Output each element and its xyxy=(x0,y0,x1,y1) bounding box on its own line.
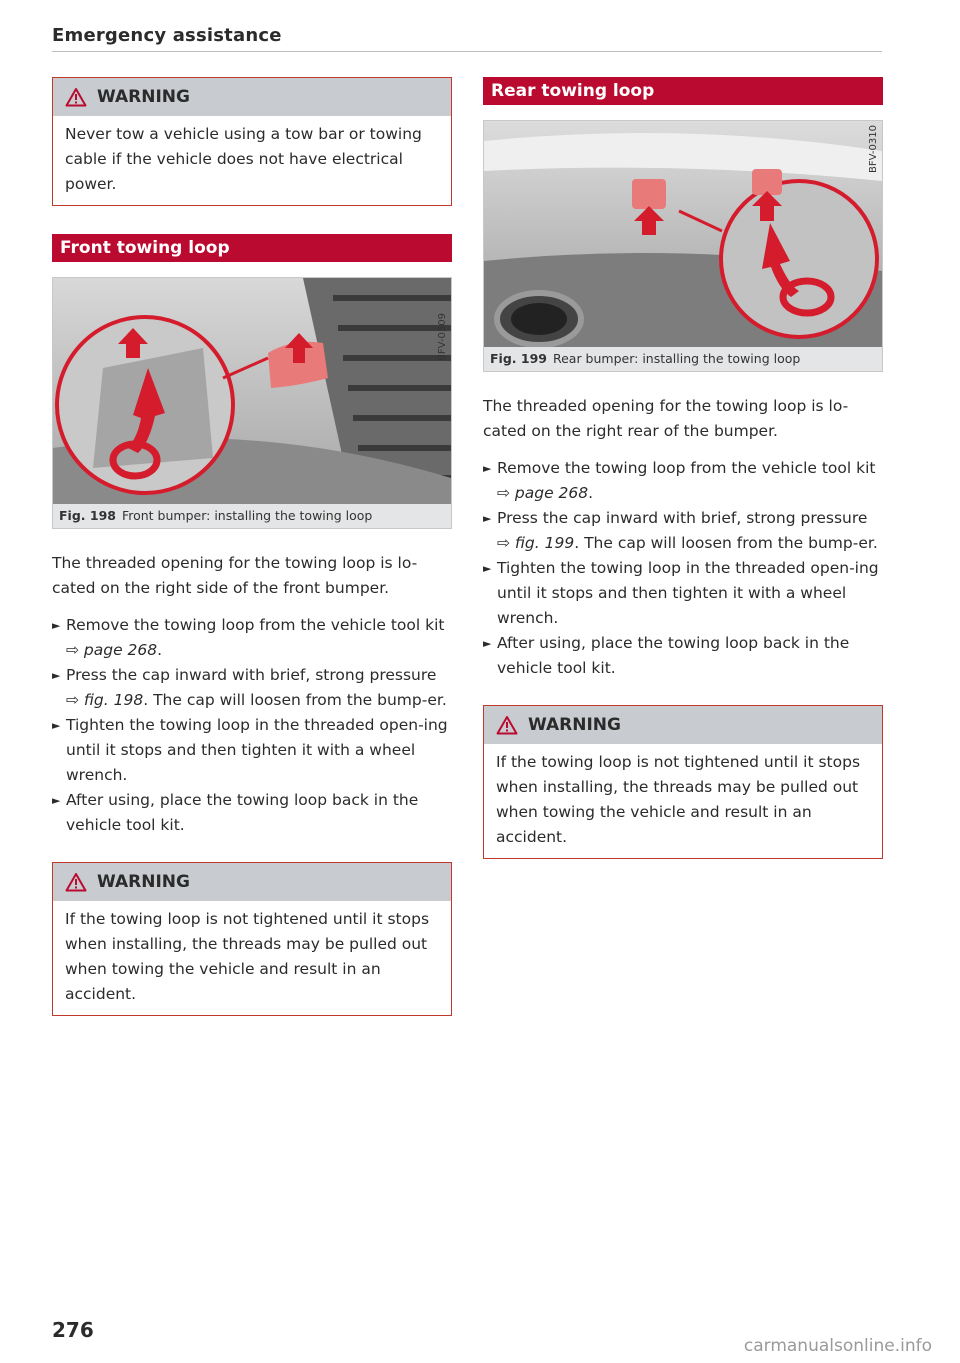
step-list xyxy=(483,456,883,681)
warning-box xyxy=(52,77,452,206)
warning-text: If the towing loop is not tightened until it stops when installing, the threads may be pulled out when towing the vehicle and result in an accident. xyxy=(496,753,861,846)
bullet-arrow-icon: ► xyxy=(52,619,61,632)
warning-header xyxy=(53,863,451,901)
warning-text: If the towing loop is not tightened until it stops when installing, the threads may be pulled out when towing the vehicle and result in an accident. xyxy=(65,910,430,1003)
warning-triangle-icon xyxy=(65,872,87,892)
page-reference-link[interactable]: ⇨ page 268 xyxy=(66,641,158,659)
warning-header xyxy=(53,78,451,116)
section-header-title: Emergency assistance xyxy=(52,25,282,46)
page-number: 276 xyxy=(52,1318,94,1342)
intro-paragraph: The threaded opening for the towing loop is lo-cated on the right side of the front bumper. xyxy=(52,554,418,597)
intro-paragraph: The threaded opening for the towing loop is lo-cated on the right rear of the bumper. xyxy=(483,397,849,440)
bullet-arrow-icon: ► xyxy=(52,794,61,807)
figure-code: BFV-0309 xyxy=(437,313,448,361)
right-column xyxy=(483,77,883,887)
list-item: ► After using, place the towing loop back in the vehicle tool kit. xyxy=(483,631,883,681)
list-item: ► Tighten the towing loop in the threaded open-ing until it stops and then tighten it with a wheel wrench. xyxy=(52,713,452,788)
page-header xyxy=(52,25,882,52)
figure-reference-link[interactable]: ⇨ fig. 199 xyxy=(497,534,575,552)
page-reference-link[interactable]: ⇨ page 268 xyxy=(497,484,589,502)
warning-triangle-icon xyxy=(496,715,518,735)
figure-caption xyxy=(484,347,882,371)
warning-triangle-icon xyxy=(65,87,87,107)
figure-code: BFV-0310 xyxy=(868,125,879,173)
figure-number: Fig. 198 xyxy=(59,508,116,523)
warning-header xyxy=(484,706,882,744)
left-column xyxy=(52,77,452,1044)
list-item: ► Remove the towing loop from the vehicle tool kit ⇨ page 268. xyxy=(52,613,452,663)
figure-rear-bumper xyxy=(483,120,883,372)
site-watermark: carmanualsonline.info xyxy=(743,1336,932,1356)
warning-text: Never tow a vehicle using a tow bar or towing cable if the vehicle does not have electrical power. xyxy=(65,125,422,193)
front-bumper-illustration xyxy=(53,278,451,504)
bullet-arrow-icon: ► xyxy=(52,669,61,682)
section-title-front-towing-loop: Front towing loop xyxy=(52,234,452,262)
list-item: ► After using, place the towing loop back in the vehicle tool kit. xyxy=(52,788,452,838)
list-item: ► Remove the towing loop from the vehicle tool kit ⇨ page 268. xyxy=(483,456,883,506)
warning-box xyxy=(52,862,452,1016)
list-item: ► Press the cap inward with brief, strong pressure ⇨ fig. 198. The cap will loosen from the bump-er. xyxy=(52,663,452,713)
bullet-arrow-icon: ► xyxy=(483,637,492,650)
warning-label: WARNING xyxy=(528,715,621,735)
section-title-rear-towing-loop: Rear towing loop xyxy=(483,77,883,105)
warning-box xyxy=(483,705,883,859)
figure-caption-text: Rear bumper: installing the towing loop xyxy=(552,351,801,366)
list-item: ► Press the cap inward with brief, strong pressure ⇨ fig. 199. The cap will loosen from the bump-er. xyxy=(483,506,883,556)
step-list xyxy=(52,613,452,838)
figure-front-bumper xyxy=(52,277,452,529)
figure-caption-text: Front bumper: installing the towing loop xyxy=(121,508,373,523)
figure-caption xyxy=(53,504,451,528)
bullet-arrow-icon: ► xyxy=(483,462,492,475)
bullet-arrow-icon: ► xyxy=(52,719,61,732)
bullet-arrow-icon: ► xyxy=(483,512,492,525)
bullet-arrow-icon: ► xyxy=(483,562,492,575)
figure-number: Fig. 199 xyxy=(490,351,547,366)
list-item: ► Tighten the towing loop in the threaded open-ing until it stops and then tighten it with a wheel wrench. xyxy=(483,556,883,631)
rear-bumper-illustration xyxy=(484,121,882,347)
warning-label: WARNING xyxy=(97,872,190,892)
figure-reference-link[interactable]: ⇨ fig. 198 xyxy=(66,691,144,709)
warning-label: WARNING xyxy=(97,87,190,107)
